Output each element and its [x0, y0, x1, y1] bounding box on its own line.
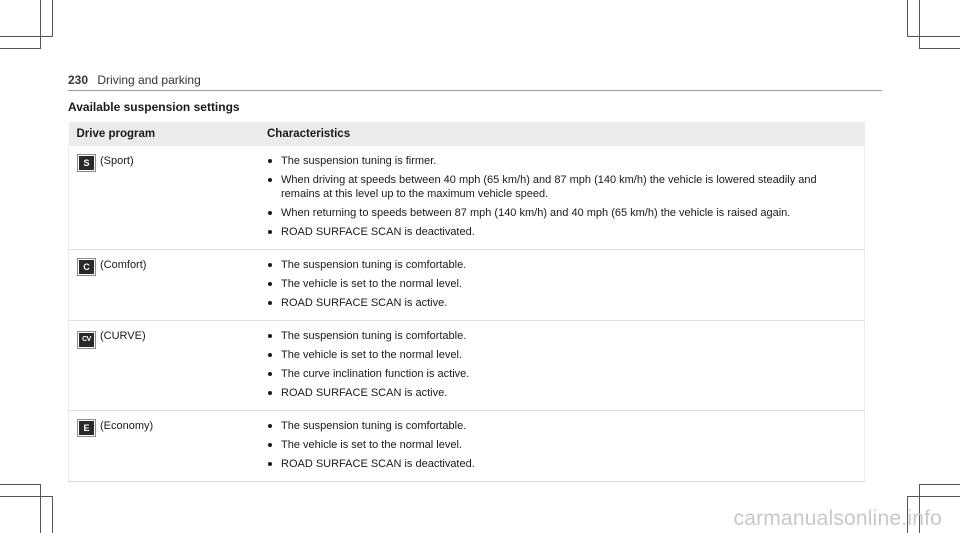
- crop-mark-bottom-left-v: [40, 484, 41, 533]
- economy-mode-icon: E: [79, 421, 94, 435]
- column-header-characteristics: Characteristics: [259, 122, 865, 146]
- crop-mark-top-right-h: [907, 36, 960, 37]
- suspension-settings-table: [68, 122, 865, 482]
- drive-program-label: (CURVE): [100, 330, 146, 342]
- crop-mark-top-left-h2: [0, 48, 41, 49]
- crop-mark-bottom-right-h: [907, 496, 960, 497]
- crop-mark-bottom-right-h2: [919, 484, 960, 485]
- drive-program-label: (Economy): [100, 420, 154, 432]
- crop-mark-top-right-v: [919, 0, 920, 48]
- sport-mode-icon: S: [79, 156, 94, 170]
- characteristics-list: [267, 329, 856, 400]
- list-item: The suspension tuning is comfortable.: [267, 329, 856, 343]
- list-item: The vehicle is set to the normal level.: [267, 348, 856, 362]
- section-title: Available suspension settings: [68, 100, 240, 114]
- page-header: [68, 73, 201, 87]
- crop-mark-top-left-h: [0, 36, 53, 37]
- drive-program-cell: [69, 411, 260, 482]
- list-item: When returning to speeds between 87 mph (140 km/h) and 40 mph (65 km/h) the vehicle is raised again.: [267, 206, 856, 220]
- crop-mark-top-left-v2: [52, 0, 53, 36]
- list-item: ROAD SURFACE SCAN is active.: [267, 296, 856, 310]
- crop-mark-top-left-v: [40, 0, 41, 48]
- list-item: ROAD SURFACE SCAN is deactivated.: [267, 457, 856, 471]
- crop-mark-bottom-left-h: [0, 496, 53, 497]
- characteristics-cell: [259, 321, 865, 411]
- list-item: The vehicle is set to the normal level.: [267, 438, 856, 452]
- characteristics-list: [267, 419, 856, 471]
- list-item: The vehicle is set to the normal level.: [267, 277, 856, 291]
- column-header-drive-program: Drive program: [69, 122, 260, 146]
- list-item: The curve inclination function is active.: [267, 367, 856, 381]
- list-item: When driving at speeds between 40 mph (65 km/h) and 87 mph (140 km/h) the vehicle is lowered steadily and remains at this level up to the maximum vehicle speed.: [267, 173, 856, 201]
- crop-mark-top-right-v2: [907, 0, 908, 36]
- list-item: The suspension tuning is comfortable.: [267, 419, 856, 433]
- characteristics-cell: [259, 411, 865, 482]
- list-item: The suspension tuning is comfortable.: [267, 258, 856, 272]
- comfort-mode-icon: C: [79, 260, 94, 274]
- list-item: ROAD SURFACE SCAN is active.: [267, 386, 856, 400]
- table-row-comfort: [69, 250, 865, 321]
- drive-program-cell: [69, 250, 260, 321]
- page-number: 230: [68, 73, 89, 87]
- characteristics-cell: [259, 146, 865, 250]
- characteristics-list: [267, 154, 856, 239]
- crop-mark-bottom-left-v2: [52, 496, 53, 533]
- header-rule: [68, 90, 882, 91]
- curve-mode-icon: CV: [79, 333, 94, 347]
- characteristics-cell: [259, 250, 865, 321]
- drive-program-label: (Comfort): [100, 259, 147, 271]
- watermark: carmanualsonline.info: [733, 507, 942, 530]
- list-item: The suspension tuning is firmer.: [267, 154, 856, 168]
- table-header-row: [69, 122, 865, 146]
- crop-mark-top-right-h2: [919, 48, 960, 49]
- crop-mark-bottom-left-h2: [0, 484, 41, 485]
- chapter-title: Driving and parking: [97, 73, 201, 87]
- drive-program-label: (Sport): [100, 155, 134, 167]
- table-row-curve: [69, 321, 865, 411]
- table-row-economy: [69, 411, 865, 482]
- drive-program-cell: [69, 146, 260, 250]
- characteristics-list: [267, 258, 856, 310]
- list-item: ROAD SURFACE SCAN is deactivated.: [267, 225, 856, 239]
- table-row-sport: [69, 146, 865, 250]
- drive-program-cell: [69, 321, 260, 411]
